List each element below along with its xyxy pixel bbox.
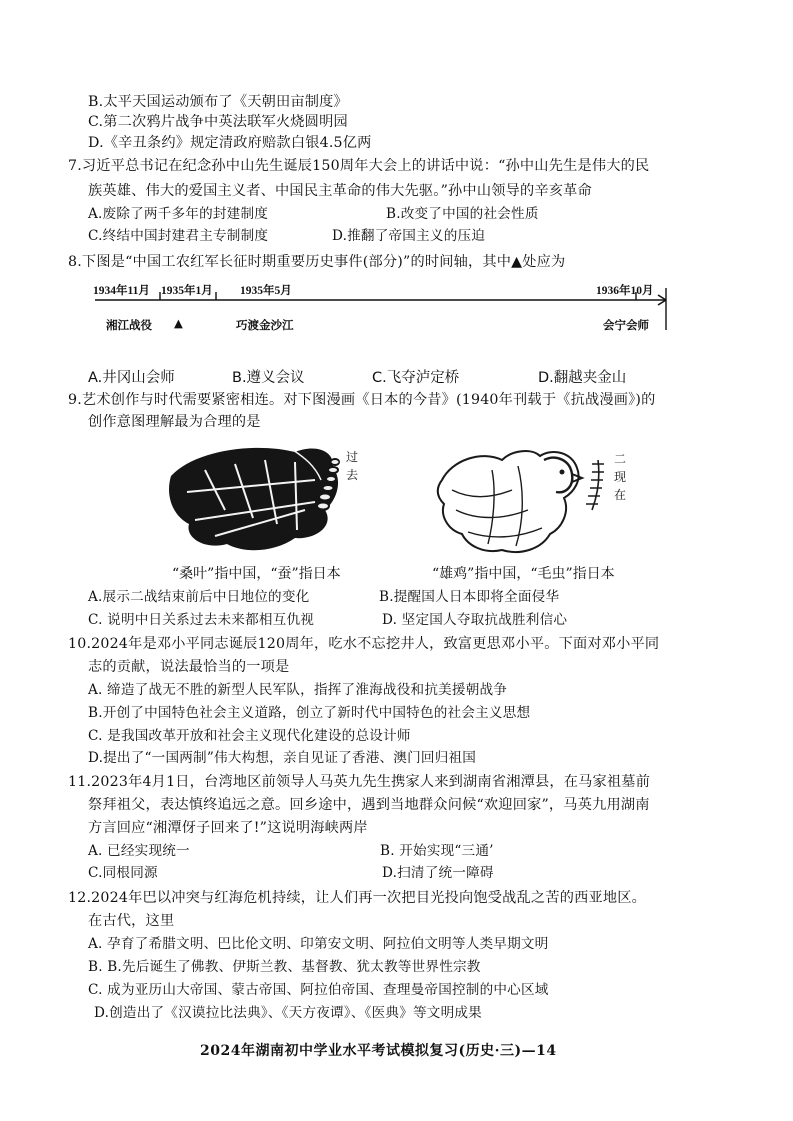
q7-option-a: A.废除了两千多年的封建制度 xyxy=(88,206,269,222)
q8-option-b: B.遵义会议 xyxy=(232,370,305,386)
q12-stem-line1: 12.2024年巴以冲突与红海危机持续，让人们再一次把目光投向饱受战乱之苦的西亚地区。 xyxy=(68,890,647,906)
q9-stem-line1: 9.艺术创作与时代需要紧密相连。对下图漫画《日本的今昔》(1940年刊载于《抗战漫画》)的 xyxy=(68,392,656,408)
q11-stem-line3: 方言回应“湘潭伢子回来了!”这说明海峡两岸 xyxy=(88,820,368,836)
q9-option-d: D. 坚定国人夺取抗战胜利信心 xyxy=(382,612,568,628)
q9-option-b: B.提醒国人日本即将全面侵华 xyxy=(379,589,560,605)
timeline-event-1: 湘江战役 xyxy=(106,318,152,332)
q11-option-c: C.同根同源 xyxy=(88,865,158,881)
q9-option-a: A.展示二战结束前后中日地位的变化 xyxy=(88,589,310,605)
page-footer: 2024年湖南初中学业水平考试模拟复习(历史·三)—14 xyxy=(200,1043,557,1059)
cartoon-left-vertical-text: 过去 xyxy=(345,450,358,482)
cartoon-right-vertical-text: 二现在 xyxy=(613,452,626,502)
q7-option-b: B.改变了中国的社会性质 xyxy=(386,206,539,222)
q6-option-d: D.《辛丑条约》规定清政府赔款白银4.5亿两 xyxy=(88,135,372,151)
q6-option-c: C.第二次鸦片战争中英法联军火烧圆明园 xyxy=(88,114,348,130)
q8-option-c: C.飞夺泸定桥 xyxy=(372,370,460,386)
q12-option-a: A. 孕育了希腊文明、巴比伦文明、印第安文明、阿拉伯文明等人类早期文明 xyxy=(88,936,549,952)
cartoon-left xyxy=(165,440,365,560)
timeline-event-2: ▲ xyxy=(174,316,183,330)
q11-stem-line1: 11.2023年4月1日，台湾地区前领导人马英九先生携家人来到湖南省湘潭县，在马家祖墓前 xyxy=(68,774,651,790)
q10-option-b: B.开创了中国特色社会主义道路，创立了新时代中国特色的社会主义思想 xyxy=(88,705,531,721)
q11-option-b: B. 开始实现“三通’ xyxy=(380,843,494,859)
q10-option-a: A. 缔造了战无不胜的新型人民军队，指挥了淮海战役和抗美援朝战争 xyxy=(88,682,508,698)
timeline xyxy=(0,280,793,350)
q11-option-a: A. 已经实现统一 xyxy=(88,843,190,859)
q11-stem-line2: 祭拜祖父，表达慎终追远之意。回乡途中，遇到当地群众问候“欢迎回家”，马英九用湖南 xyxy=(88,797,650,813)
q6-option-b: B.太平天国运动颁布了《天朝田亩制度》 xyxy=(88,94,348,110)
cartoon-right-caption: “雄鸡”指中国，“毛虫”指日本 xyxy=(432,566,615,582)
q9-stem-line2: 创作意图理解最为合理的是 xyxy=(88,414,261,430)
q11-option-d: D.扫清了统一障碍 xyxy=(382,865,494,881)
q10-option-d: D.提出了“一国两制”伟大构想，亲自见证了香港、澳门回归祖国 xyxy=(88,750,477,766)
timeline-date-1: 1934年11月 xyxy=(93,285,150,297)
cartoon-right xyxy=(432,440,622,560)
timeline-event-4: 会宁会师 xyxy=(603,318,649,332)
rooster-caterpillar-image xyxy=(432,440,622,560)
mulberry-leaf-silkworm-image xyxy=(165,440,365,560)
q12-option-d: D.创造出了《汉谟拉比法典》、《天方夜谭》、《医典》等文明成果 xyxy=(94,1005,482,1021)
q10-option-c: C. 是我国改革开放和社会主义现代化建设的总设计师 xyxy=(88,728,411,744)
q12-option-c: C. 成为亚历山大帝国、蒙古帝国、阿拉伯帝国、查理曼帝国控制的中心区域 xyxy=(88,982,549,998)
timeline-event-3: 巧渡金沙江 xyxy=(236,318,294,332)
timeline-date-3: 1935年5月 xyxy=(240,285,292,297)
q8-stem: 8.下图是“中国工农红军长征时期重要历史事件(部分)”的时间轴，其中▲处应为 xyxy=(68,254,566,270)
q7-option-c: C.终结中国封建君主专制制度 xyxy=(88,228,269,244)
q12-option-b: B. B.先后诞生了佛教、伊斯兰教、基督教、犹太教等世界性宗教 xyxy=(88,959,481,975)
q12-stem-line2: 在古代，这里 xyxy=(88,913,175,929)
q7-stem-line2: 族英雄、伟大的爱国主义者、中国民主革命的伟大先驱。”孙中山领导的辛亥革命 xyxy=(88,183,592,199)
timeline-date-2: 1935年1月 xyxy=(161,285,213,297)
q10-stem-line2: 志的贡献，说法最恰当的一项是 xyxy=(88,659,290,675)
cartoon-left-caption: “桑叶”指中国，“蚕”指日本 xyxy=(172,566,341,582)
q9-option-c: C. 说明中日关系过去未来都相互仇视 xyxy=(88,612,315,628)
q7-stem-line1: 7.习近平总书记在纪念孙中山先生诞辰150周年大会上的讲话中说：“孙中山先生是伟大的民 xyxy=(68,158,650,174)
q8-option-d: D.翻越夹金山 xyxy=(538,370,627,386)
q10-stem-line1: 10.2024年是邓小平同志诞辰120周年，吃水不忘挖井人，致富更思邓小平。下面对邓小平同 xyxy=(68,636,660,652)
q8-option-a: A.井冈山会师 xyxy=(88,370,175,386)
timeline-date-4: 1936年10月 xyxy=(596,285,654,297)
q7-option-d: D.推翻了帝国主义的压迫 xyxy=(332,228,486,244)
